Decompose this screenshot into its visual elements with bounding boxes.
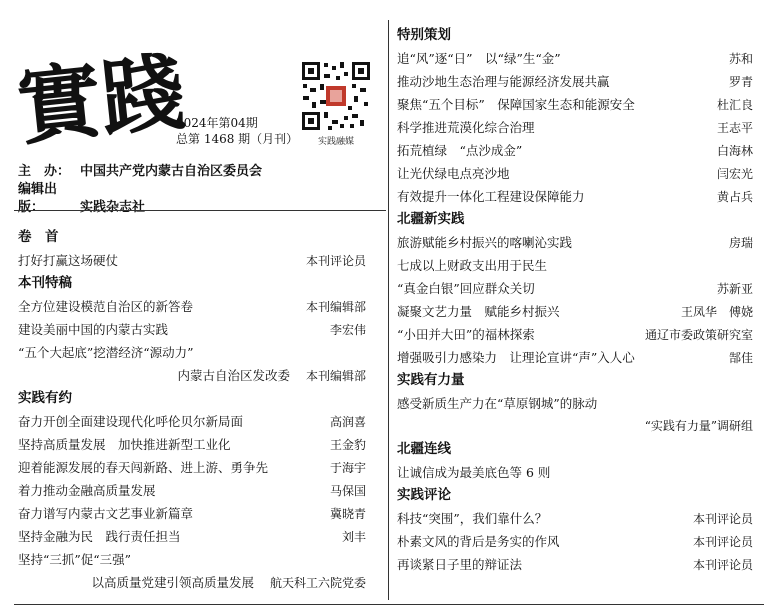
article-title: 感受新质生产力在“草原钢城”的脉动 bbox=[397, 396, 598, 411]
editor-name: 实践杂志社 bbox=[80, 200, 146, 215]
toc-entry[interactable] bbox=[18, 295, 366, 318]
toc-entry[interactable] bbox=[397, 461, 753, 484]
article-title: “五个大起底”挖潜经济“源动力” bbox=[18, 345, 194, 360]
toc-entry[interactable] bbox=[18, 479, 366, 502]
section-heading: 北疆连线 bbox=[397, 441, 451, 457]
section-heading: 特别策划 bbox=[397, 27, 451, 43]
column-divider bbox=[388, 20, 389, 600]
section-heading: 实践有力量 bbox=[397, 372, 465, 388]
toc-entry[interactable] bbox=[18, 410, 366, 433]
toc-entry[interactable] bbox=[18, 341, 366, 364]
article-author: 本刊编辑部 bbox=[305, 300, 366, 314]
article-title: 拓荒植绿 “点沙成金” bbox=[397, 143, 523, 158]
article-title: 迎着能源发展的春天闯新路、进上游、勇争先 bbox=[18, 460, 269, 475]
toc-entry[interactable] bbox=[397, 415, 753, 438]
article-title: 奋力谱写内蒙古文艺事业新篇章 bbox=[18, 506, 194, 521]
toc-entry[interactable] bbox=[397, 231, 753, 254]
toc-entry[interactable] bbox=[397, 93, 753, 116]
toc-entry[interactable] bbox=[397, 139, 753, 162]
article-title: 全方位建设模范自治区的新答卷 bbox=[18, 299, 194, 314]
sponsor-line bbox=[18, 163, 262, 181]
article-title: 推动沙地生态治理与能源经济发展共赢 bbox=[397, 74, 610, 89]
logo-text: 實踐 bbox=[12, 41, 190, 158]
article-title: 追“风”逐“日” 以“绿”生“金” bbox=[397, 51, 561, 66]
article-title: “真金白银”回应群众关切 bbox=[397, 281, 535, 296]
article-title: 有效提升一体化工程建设保障能力 bbox=[397, 189, 585, 204]
toc-entry[interactable] bbox=[397, 70, 753, 93]
article-title: 坚持高质量发展 加快推进新型工业化 bbox=[18, 437, 231, 452]
toc-entry[interactable] bbox=[18, 318, 366, 341]
section-heading: 北疆新实践 bbox=[397, 211, 465, 227]
toc-entry[interactable] bbox=[18, 525, 366, 548]
toc-entry[interactable] bbox=[397, 346, 753, 369]
magazine-logo bbox=[12, 20, 190, 158]
article-title: 打好打赢这场硬仗 bbox=[18, 253, 119, 268]
sponsor-name: 中国共产党内蒙古自治区委员会 bbox=[80, 164, 263, 179]
toc-entry[interactable] bbox=[18, 548, 366, 571]
article-author: 王凤华 傅娆 bbox=[680, 305, 753, 319]
publisher-info bbox=[18, 163, 262, 217]
article-title: 聚焦“五个目标” 保障国家生态和能源安全 bbox=[397, 97, 635, 112]
toc-entry[interactable] bbox=[397, 507, 753, 530]
article-title: 坚持“三抓”促“三强” bbox=[18, 552, 132, 567]
article-author: 罗青 bbox=[728, 75, 753, 89]
toc-entry[interactable] bbox=[18, 433, 366, 456]
article-author: 航天科工六院党委 bbox=[269, 576, 366, 590]
article-title: 凝聚文艺力量 赋能乡村振兴 bbox=[397, 304, 560, 319]
toc-entry[interactable] bbox=[397, 553, 753, 576]
article-author: 冀晓青 bbox=[329, 507, 366, 521]
total-issue-number: 总第 1468 期（月刊） bbox=[176, 132, 299, 146]
article-author: 本刊评论员 bbox=[305, 254, 366, 268]
article-author: 刘丰 bbox=[341, 530, 366, 544]
issue-number: 2024年第04期 bbox=[176, 116, 258, 130]
article-title: “小田并大田”的福林探索 bbox=[397, 327, 535, 342]
article-author: 本刊编辑部 bbox=[305, 369, 366, 383]
article-author: 杜汇良 bbox=[716, 98, 753, 112]
toc-entry[interactable] bbox=[397, 185, 753, 208]
toc-right-column bbox=[397, 24, 753, 576]
toc-left-column bbox=[18, 226, 366, 594]
editor-line bbox=[18, 181, 262, 217]
toc-entry[interactable] bbox=[18, 364, 366, 387]
article-title: 增强吸引力感染力 让理论宣讲“声”入人心 bbox=[397, 350, 635, 365]
article-title: 科技“突围”，我们靠什么？ bbox=[397, 511, 548, 526]
article-title: 七成以上财政支出用于民生 bbox=[397, 258, 548, 273]
article-title: 再谈紧日子里的辩证法 bbox=[397, 557, 523, 572]
qr-caption: 实践融媒 bbox=[317, 137, 354, 147]
horizontal-divider bbox=[14, 210, 386, 211]
toc-entry[interactable] bbox=[397, 323, 753, 346]
article-title: 让光伏绿电点亮沙地 bbox=[397, 166, 510, 181]
article-author: 黄占兵 bbox=[716, 190, 753, 204]
article-author: 白海林 bbox=[716, 144, 753, 158]
article-author: 苏新亚 bbox=[716, 282, 753, 296]
qr-code-icon bbox=[300, 60, 372, 132]
toc-entry[interactable] bbox=[397, 300, 753, 323]
section-heading: 实践评论 bbox=[397, 487, 451, 503]
toc-entry[interactable] bbox=[18, 502, 366, 525]
article-author: 郜佳 bbox=[728, 351, 753, 365]
article-title: 内蒙古自治区发改委 bbox=[177, 368, 290, 383]
toc-entry[interactable] bbox=[18, 456, 366, 479]
article-title: 朴素文风的背后是务实的作风 bbox=[397, 534, 560, 549]
toc-entry[interactable] bbox=[397, 254, 753, 277]
section-heading: 卷 首 bbox=[18, 229, 59, 245]
toc-entry[interactable] bbox=[397, 47, 753, 70]
article-title: 科学推进荒漠化综合治理 bbox=[397, 120, 535, 135]
toc-entry[interactable] bbox=[397, 392, 753, 415]
sponsor-label: 主 办： bbox=[18, 164, 71, 179]
article-title: 着力推动金融高质量发展 bbox=[18, 483, 156, 498]
article-author: 王金豹 bbox=[329, 438, 366, 452]
article-author: 马保国 bbox=[329, 484, 366, 498]
article-author: 于海宇 bbox=[329, 461, 366, 475]
article-author: 通辽市委政策研究室 bbox=[644, 328, 753, 342]
article-title: 坚持金融为民 践行责任担当 bbox=[18, 529, 181, 544]
toc-entry[interactable] bbox=[397, 116, 753, 139]
article-author: “实践有力量”调研组 bbox=[644, 419, 753, 433]
article-title: 旅游赋能乡村振兴的喀喇沁实践 bbox=[397, 235, 573, 250]
editor-label: 编辑出版： bbox=[18, 182, 58, 215]
article-title: 以高质量党建引领高质量发展 bbox=[91, 575, 254, 590]
toc-entry[interactable] bbox=[397, 530, 753, 553]
article-author: 高润喜 bbox=[329, 415, 366, 429]
section-heading: 实践有约 bbox=[18, 390, 72, 406]
toc-entry[interactable] bbox=[18, 249, 366, 272]
article-author: 王志平 bbox=[716, 121, 753, 135]
toc-entry[interactable] bbox=[397, 277, 753, 300]
article-title: 奋力开创全面建设现代化呼伦贝尔新局面 bbox=[18, 414, 244, 429]
toc-entry[interactable] bbox=[397, 162, 753, 185]
article-title: 建设美丽中国的内蒙古实践 bbox=[18, 322, 169, 337]
article-author: 本刊评论员 bbox=[692, 512, 753, 526]
article-author: 本刊评论员 bbox=[692, 535, 753, 549]
article-author: 李宏伟 bbox=[329, 323, 366, 337]
article-author: 苏和 bbox=[728, 52, 753, 66]
article-author: 闫宏光 bbox=[716, 167, 753, 181]
bottom-divider bbox=[14, 604, 764, 605]
section-heading: 本刊特稿 bbox=[18, 275, 72, 291]
issue-info bbox=[176, 115, 298, 147]
article-title: 让诚信成为最美底色等 6 则 bbox=[397, 465, 551, 480]
article-author: 房瑞 bbox=[728, 236, 753, 250]
toc-entry[interactable] bbox=[18, 571, 366, 594]
article-author: 本刊评论员 bbox=[692, 558, 753, 572]
